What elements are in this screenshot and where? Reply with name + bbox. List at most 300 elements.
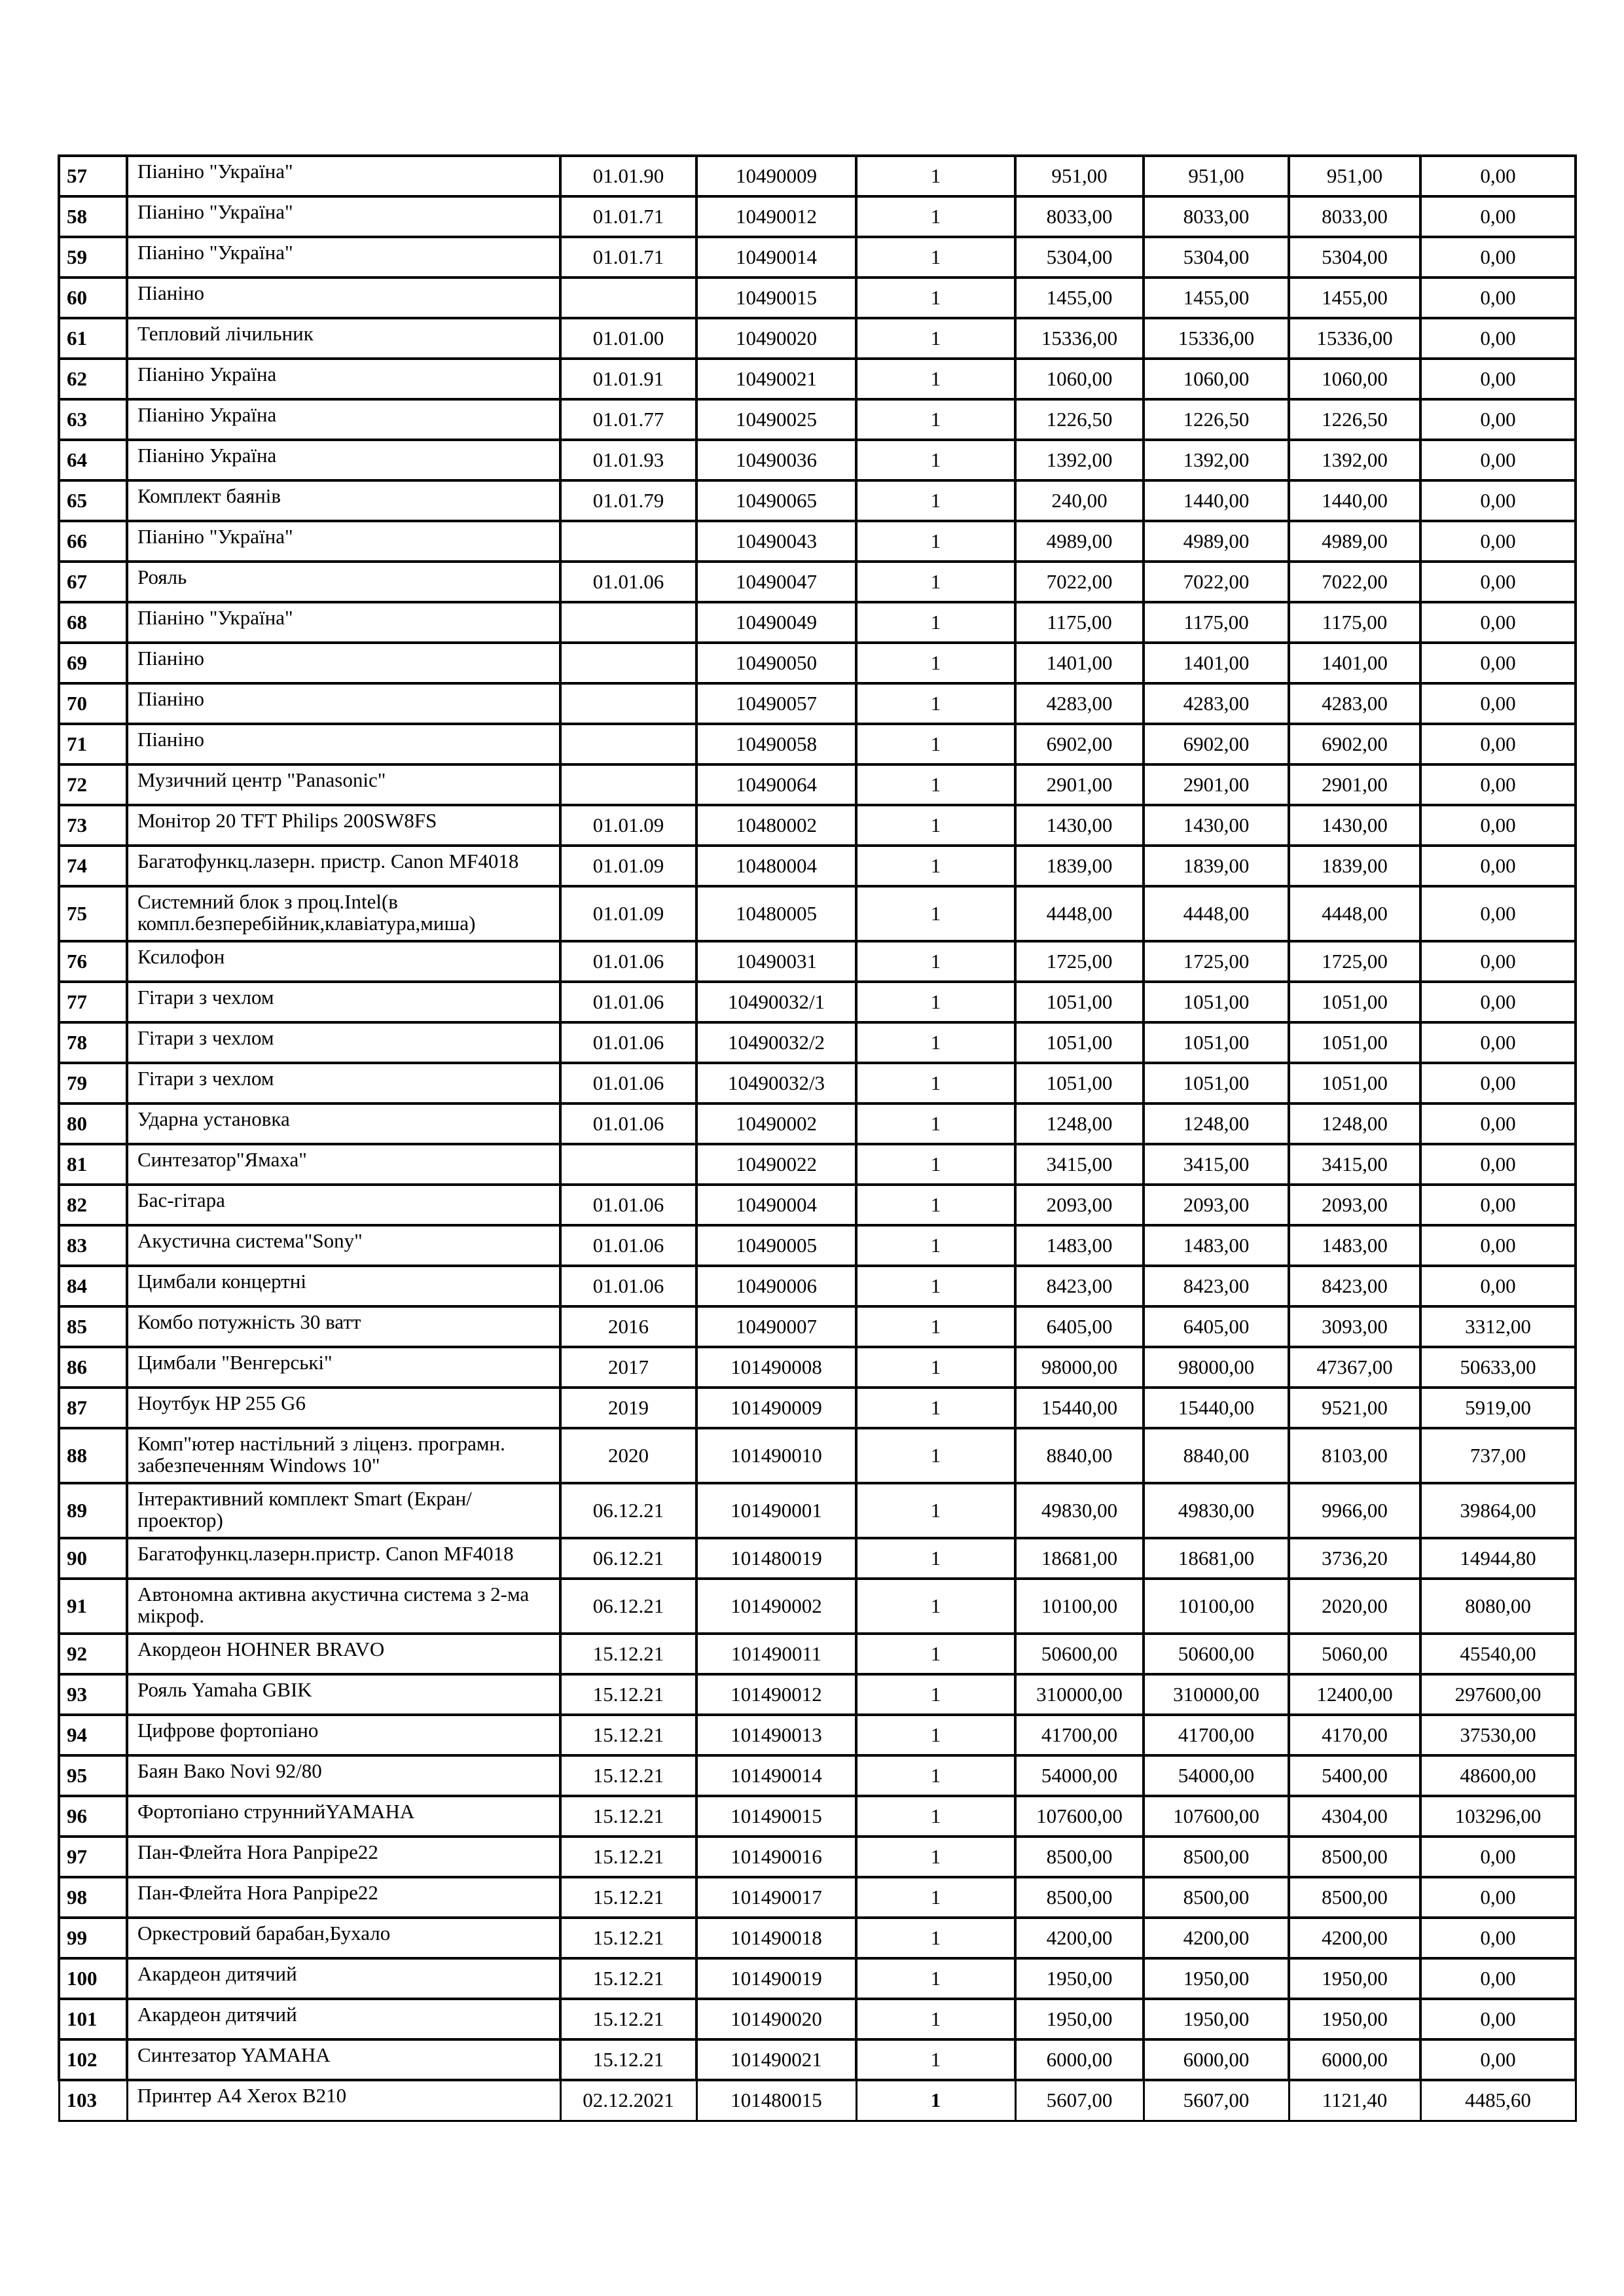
total-sum: 49830,00 [1144, 1483, 1289, 1538]
row-number: 66 [59, 521, 127, 562]
residual-value: 0,00 [1420, 805, 1576, 846]
unit-price: 54000,00 [1015, 1755, 1144, 1796]
table-row [59, 318, 1576, 359]
total-sum: 8033,00 [1144, 196, 1289, 237]
depreciation: 1051,00 [1289, 982, 1420, 1022]
residual-value: 4485,60 [1420, 2080, 1576, 2121]
item-name: Піаніно [127, 683, 560, 724]
total-sum: 8500,00 [1144, 1837, 1289, 1877]
acquisition-date: 15.12.21 [560, 1755, 696, 1796]
depreciation: 1226,50 [1289, 399, 1420, 440]
acquisition-date: 01.01.09 [560, 805, 696, 846]
total-sum: 10100,00 [1144, 1579, 1289, 1634]
quantity: 1 [856, 683, 1015, 724]
inventory-number: 10490032/3 [696, 1063, 856, 1103]
residual-value: 0,00 [1420, 683, 1576, 724]
quantity: 1 [856, 1144, 1015, 1185]
depreciation: 5400,00 [1289, 1755, 1420, 1796]
residual-value: 737,00 [1420, 1428, 1576, 1483]
table-row [59, 941, 1576, 982]
acquisition-date: 2017 [560, 1347, 696, 1388]
item-name: Цимбали концертні [127, 1266, 560, 1306]
residual-value: 50633,00 [1420, 1347, 1576, 1388]
depreciation: 1401,00 [1289, 643, 1420, 683]
row-number: 71 [59, 724, 127, 764]
residual-value: 0,00 [1420, 2039, 1576, 2080]
item-name: Автономна активна акустична система з 2-ма мікроф. [127, 1579, 560, 1634]
inventory-number: 101490012 [696, 1674, 856, 1715]
quantity: 1 [856, 2080, 1015, 2121]
total-sum: 1950,00 [1144, 1999, 1289, 2039]
row-number: 64 [59, 440, 127, 480]
unit-price: 7022,00 [1015, 562, 1144, 602]
inventory-number: 101490016 [696, 1837, 856, 1877]
unit-price: 240,00 [1015, 480, 1144, 521]
acquisition-date: 06.12.21 [560, 1579, 696, 1634]
unit-price: 4200,00 [1015, 1918, 1144, 1958]
table-row [59, 1715, 1576, 1755]
total-sum: 15336,00 [1144, 318, 1289, 359]
residual-value: 0,00 [1420, 156, 1576, 196]
quantity: 1 [856, 359, 1015, 399]
quantity: 1 [856, 1715, 1015, 1755]
depreciation: 8500,00 [1289, 1837, 1420, 1877]
inventory-number: 101490002 [696, 1579, 856, 1634]
quantity: 1 [856, 1579, 1015, 1634]
residual-value: 48600,00 [1420, 1755, 1576, 1796]
total-sum: 1051,00 [1144, 1022, 1289, 1063]
row-number: 98 [59, 1877, 127, 1918]
residual-value: 0,00 [1420, 1877, 1576, 1918]
total-sum: 1175,00 [1144, 602, 1289, 643]
depreciation: 1839,00 [1289, 846, 1420, 886]
total-sum: 1248,00 [1144, 1103, 1289, 1144]
total-sum: 1401,00 [1144, 643, 1289, 683]
quantity: 1 [856, 1306, 1015, 1347]
acquisition-date [560, 278, 696, 318]
depreciation: 2901,00 [1289, 764, 1420, 805]
depreciation: 1060,00 [1289, 359, 1420, 399]
row-number: 89 [59, 1483, 127, 1538]
row-number: 75 [59, 886, 127, 941]
item-name: Принтер А4 Xerox B210 [127, 2080, 560, 2121]
inventory-number: 10490032/2 [696, 1022, 856, 1063]
inventory-number: 10490020 [696, 318, 856, 359]
total-sum: 6405,00 [1144, 1306, 1289, 1347]
quantity: 1 [856, 764, 1015, 805]
table-row [59, 1837, 1576, 1877]
unit-price: 10100,00 [1015, 1579, 1144, 1634]
quantity: 1 [856, 1185, 1015, 1225]
depreciation: 1175,00 [1289, 602, 1420, 643]
quantity: 1 [856, 1428, 1015, 1483]
table-row [59, 643, 1576, 683]
row-number: 88 [59, 1428, 127, 1483]
depreciation: 1950,00 [1289, 1958, 1420, 1999]
acquisition-date: 01.01.09 [560, 886, 696, 941]
acquisition-date [560, 643, 696, 683]
table-row [59, 1347, 1576, 1388]
total-sum: 1051,00 [1144, 1063, 1289, 1103]
quantity: 1 [856, 1796, 1015, 1837]
unit-price: 2093,00 [1015, 1185, 1144, 1225]
acquisition-date: 01.01.06 [560, 1103, 696, 1144]
quantity: 1 [856, 237, 1015, 278]
total-sum: 3415,00 [1144, 1144, 1289, 1185]
table-row [59, 886, 1576, 941]
residual-value: 5919,00 [1420, 1388, 1576, 1428]
inventory-number: 10490049 [696, 602, 856, 643]
residual-value: 0,00 [1420, 1022, 1576, 1063]
quantity: 1 [856, 1225, 1015, 1266]
row-number: 81 [59, 1144, 127, 1185]
depreciation: 3415,00 [1289, 1144, 1420, 1185]
table-row [59, 805, 1576, 846]
acquisition-date: 15.12.21 [560, 1958, 696, 1999]
inventory-number: 10480005 [696, 886, 856, 941]
unit-price: 1051,00 [1015, 1063, 1144, 1103]
item-name: Ксилофон [127, 941, 560, 982]
residual-value: 0,00 [1420, 643, 1576, 683]
row-number: 96 [59, 1796, 127, 1837]
unit-price: 41700,00 [1015, 1715, 1144, 1755]
item-name: Оркестровий барабан,Бухало [127, 1918, 560, 1958]
table-row [59, 1266, 1576, 1306]
quantity: 1 [856, 846, 1015, 886]
quantity: 1 [856, 805, 1015, 846]
row-number: 97 [59, 1837, 127, 1877]
residual-value: 0,00 [1420, 941, 1576, 982]
table-row [59, 1103, 1576, 1144]
row-number: 95 [59, 1755, 127, 1796]
item-name: Піаніно [127, 643, 560, 683]
row-number: 74 [59, 846, 127, 886]
quantity: 1 [856, 982, 1015, 1022]
inventory-number: 10490065 [696, 480, 856, 521]
acquisition-date: 01.01.71 [560, 237, 696, 278]
quantity: 1 [856, 1538, 1015, 1579]
quantity: 1 [856, 440, 1015, 480]
table-row [59, 764, 1576, 805]
unit-price: 6000,00 [1015, 2039, 1144, 2080]
total-sum: 951,00 [1144, 156, 1289, 196]
unit-price: 1401,00 [1015, 643, 1144, 683]
residual-value: 0,00 [1420, 278, 1576, 318]
residual-value: 14944,80 [1420, 1538, 1576, 1579]
total-sum: 2901,00 [1144, 764, 1289, 805]
total-sum: 4283,00 [1144, 683, 1289, 724]
inventory-table-body [59, 156, 1576, 2121]
unit-price: 15440,00 [1015, 1388, 1144, 1428]
row-number: 85 [59, 1306, 127, 1347]
quantity: 1 [856, 196, 1015, 237]
table-row [59, 278, 1576, 318]
inventory-number: 10490005 [696, 1225, 856, 1266]
residual-value: 0,00 [1420, 480, 1576, 521]
item-name: Гітари з чехлом [127, 1022, 560, 1063]
quantity: 1 [856, 318, 1015, 359]
residual-value: 103296,00 [1420, 1796, 1576, 1837]
total-sum: 1060,00 [1144, 359, 1289, 399]
acquisition-date: 06.12.21 [560, 1483, 696, 1538]
total-sum: 8840,00 [1144, 1428, 1289, 1483]
acquisition-date: 01.01.79 [560, 480, 696, 521]
table-row [59, 982, 1576, 1022]
acquisition-date: 2019 [560, 1388, 696, 1428]
unit-price: 6405,00 [1015, 1306, 1144, 1347]
item-name: Синтезатор"Ямаха" [127, 1144, 560, 1185]
quantity: 1 [856, 480, 1015, 521]
quantity: 1 [856, 1674, 1015, 1715]
acquisition-date: 01.01.06 [560, 982, 696, 1022]
inventory-number: 10490009 [696, 156, 856, 196]
inventory-number: 10490025 [696, 399, 856, 440]
item-name: Гітари з чехлом [127, 982, 560, 1022]
inventory-number: 101490008 [696, 1347, 856, 1388]
item-name: Багатофункц.лазерн. пристр. Canon MF4018 [127, 846, 560, 886]
residual-value: 0,00 [1420, 1103, 1576, 1144]
quantity: 1 [856, 521, 1015, 562]
acquisition-date: 15.12.21 [560, 1999, 696, 2039]
table-row [59, 399, 1576, 440]
acquisition-date: 15.12.21 [560, 1674, 696, 1715]
total-sum: 1430,00 [1144, 805, 1289, 846]
residual-value: 0,00 [1420, 1225, 1576, 1266]
inventory-number: 10490004 [696, 1185, 856, 1225]
table-row [59, 602, 1576, 643]
item-name: Піаніно Україна [127, 359, 560, 399]
depreciation: 1430,00 [1289, 805, 1420, 846]
unit-price: 1051,00 [1015, 1022, 1144, 1063]
quantity: 1 [856, 156, 1015, 196]
unit-price: 1430,00 [1015, 805, 1144, 846]
unit-price: 1839,00 [1015, 846, 1144, 886]
total-sum: 1440,00 [1144, 480, 1289, 521]
row-number: 86 [59, 1347, 127, 1388]
row-number: 84 [59, 1266, 127, 1306]
quantity: 1 [856, 399, 1015, 440]
table-row [59, 1483, 1576, 1538]
item-name: Цимбали "Венгерські" [127, 1347, 560, 1388]
inventory-number: 101490013 [696, 1715, 856, 1755]
acquisition-date [560, 683, 696, 724]
inventory-number: 101490001 [696, 1483, 856, 1538]
acquisition-date: 01.01.09 [560, 846, 696, 886]
item-name: Гітари з чехлом [127, 1063, 560, 1103]
quantity: 1 [856, 1266, 1015, 1306]
row-number: 77 [59, 982, 127, 1022]
table-row [59, 1185, 1576, 1225]
table-row [59, 1428, 1576, 1483]
residual-value: 0,00 [1420, 982, 1576, 1022]
residual-value: 0,00 [1420, 1999, 1576, 2039]
unit-price: 1051,00 [1015, 982, 1144, 1022]
inventory-number: 101490015 [696, 1796, 856, 1837]
row-number: 63 [59, 399, 127, 440]
unit-price: 3415,00 [1015, 1144, 1144, 1185]
row-number: 94 [59, 1715, 127, 1755]
unit-price: 8033,00 [1015, 196, 1144, 237]
item-name: Акордеон HOHNER BRAVO [127, 1634, 560, 1674]
row-number: 83 [59, 1225, 127, 1266]
total-sum: 1725,00 [1144, 941, 1289, 982]
total-sum: 4989,00 [1144, 521, 1289, 562]
table-row [59, 196, 1576, 237]
inventory-number: 101490021 [696, 2039, 856, 2080]
depreciation: 8103,00 [1289, 1428, 1420, 1483]
row-number: 101 [59, 1999, 127, 2039]
total-sum: 107600,00 [1144, 1796, 1289, 1837]
inventory-table [58, 154, 1577, 2122]
residual-value: 0,00 [1420, 1266, 1576, 1306]
row-number: 92 [59, 1634, 127, 1674]
acquisition-date [560, 764, 696, 805]
acquisition-date: 15.12.21 [560, 1918, 696, 1958]
inventory-number: 10490050 [696, 643, 856, 683]
depreciation: 1051,00 [1289, 1063, 1420, 1103]
depreciation: 1121,40 [1289, 2080, 1420, 2121]
acquisition-date: 01.01.06 [560, 1225, 696, 1266]
inventory-number: 10490058 [696, 724, 856, 764]
quantity: 1 [856, 1755, 1015, 1796]
depreciation: 4200,00 [1289, 1918, 1420, 1958]
item-name: Багатофункц.лазерн.пристр. Canon MF4018 [127, 1538, 560, 1579]
table-row [59, 846, 1576, 886]
residual-value: 0,00 [1420, 237, 1576, 278]
total-sum: 41700,00 [1144, 1715, 1289, 1755]
depreciation: 3736,20 [1289, 1538, 1420, 1579]
total-sum: 1483,00 [1144, 1225, 1289, 1266]
row-number: 79 [59, 1063, 127, 1103]
acquisition-date: 15.12.21 [560, 1796, 696, 1837]
unit-price: 1392,00 [1015, 440, 1144, 480]
acquisition-date [560, 521, 696, 562]
total-sum: 4200,00 [1144, 1918, 1289, 1958]
acquisition-date: 02.12.2021 [560, 2080, 696, 2121]
row-number: 65 [59, 480, 127, 521]
table-row [59, 1225, 1576, 1266]
acquisition-date [560, 1144, 696, 1185]
depreciation: 951,00 [1289, 156, 1420, 196]
acquisition-date: 01.01.71 [560, 196, 696, 237]
row-number: 100 [59, 1958, 127, 1999]
total-sum: 54000,00 [1144, 1755, 1289, 1796]
unit-price: 5607,00 [1015, 2080, 1144, 2121]
row-number: 68 [59, 602, 127, 643]
acquisition-date [560, 602, 696, 643]
unit-price: 8500,00 [1015, 1837, 1144, 1877]
item-name: Баян Вако Novi 92/80 [127, 1755, 560, 1796]
residual-value: 0,00 [1420, 318, 1576, 359]
table-row [59, 359, 1576, 399]
acquisition-date [560, 724, 696, 764]
item-name: Рояль [127, 562, 560, 602]
inventory-number: 10490006 [696, 1266, 856, 1306]
unit-price: 310000,00 [1015, 1674, 1144, 1715]
table-row [59, 2039, 1576, 2080]
residual-value: 0,00 [1420, 440, 1576, 480]
table-row [59, 683, 1576, 724]
row-number: 91 [59, 1579, 127, 1634]
table-row [59, 1674, 1576, 1715]
quantity: 1 [856, 562, 1015, 602]
item-name: Піаніно [127, 724, 560, 764]
residual-value: 8080,00 [1420, 1579, 1576, 1634]
depreciation: 1455,00 [1289, 278, 1420, 318]
total-sum: 5607,00 [1144, 2080, 1289, 2121]
depreciation: 9521,00 [1289, 1388, 1420, 1428]
inventory-number: 101490009 [696, 1388, 856, 1428]
quantity: 1 [856, 1918, 1015, 1958]
depreciation: 1725,00 [1289, 941, 1420, 982]
total-sum: 50600,00 [1144, 1634, 1289, 1674]
unit-price: 107600,00 [1015, 1796, 1144, 1837]
total-sum: 6000,00 [1144, 2039, 1289, 2080]
depreciation: 2020,00 [1289, 1579, 1420, 1634]
item-name: Комплект баянів [127, 480, 560, 521]
total-sum: 1950,00 [1144, 1958, 1289, 1999]
depreciation: 12400,00 [1289, 1674, 1420, 1715]
quantity: 1 [856, 1022, 1015, 1063]
quantity: 1 [856, 1103, 1015, 1144]
row-number: 90 [59, 1538, 127, 1579]
unit-price: 1226,50 [1015, 399, 1144, 440]
item-name: Піаніно Україна [127, 440, 560, 480]
item-name: Музичний центр "Panasonic" [127, 764, 560, 805]
total-sum: 1392,00 [1144, 440, 1289, 480]
acquisition-date: 15.12.21 [560, 1715, 696, 1755]
inventory-number: 10490047 [696, 562, 856, 602]
depreciation: 6902,00 [1289, 724, 1420, 764]
row-number: 99 [59, 1918, 127, 1958]
residual-value: 0,00 [1420, 562, 1576, 602]
inventory-number: 101490011 [696, 1634, 856, 1674]
acquisition-date: 2020 [560, 1428, 696, 1483]
acquisition-date: 15.12.21 [560, 2039, 696, 2080]
total-sum: 1051,00 [1144, 982, 1289, 1022]
table-row [59, 1022, 1576, 1063]
residual-value: 0,00 [1420, 196, 1576, 237]
inventory-number: 10490015 [696, 278, 856, 318]
item-name: Синтезатор YAMAHA [127, 2039, 560, 2080]
item-name: Акустична система"Sony" [127, 1225, 560, 1266]
item-name: Піаніно "Україна" [127, 156, 560, 196]
table-row [59, 724, 1576, 764]
inventory-number: 10490007 [696, 1306, 856, 1347]
unit-price: 8840,00 [1015, 1428, 1144, 1483]
acquisition-date: 01.01.06 [560, 941, 696, 982]
row-number: 57 [59, 156, 127, 196]
item-name: Монітор 20 TFT Philips 200SW8FS [127, 805, 560, 846]
depreciation: 3093,00 [1289, 1306, 1420, 1347]
table-row [59, 1634, 1576, 1674]
row-number: 60 [59, 278, 127, 318]
inventory-number: 10490022 [696, 1144, 856, 1185]
unit-price: 49830,00 [1015, 1483, 1144, 1538]
row-number: 87 [59, 1388, 127, 1428]
depreciation: 15336,00 [1289, 318, 1420, 359]
acquisition-date: 01.01.06 [560, 1063, 696, 1103]
residual-value: 0,00 [1420, 724, 1576, 764]
table-row [59, 1999, 1576, 2039]
quantity: 1 [856, 1877, 1015, 1918]
item-name: Системний блок з проц.Intel(в компл.безперебійник,клавіатура,миша) [127, 886, 560, 941]
inventory-number: 10490014 [696, 237, 856, 278]
inventory-number: 101490010 [696, 1428, 856, 1483]
residual-value: 0,00 [1420, 1837, 1576, 1877]
residual-value: 0,00 [1420, 399, 1576, 440]
table-row [59, 521, 1576, 562]
